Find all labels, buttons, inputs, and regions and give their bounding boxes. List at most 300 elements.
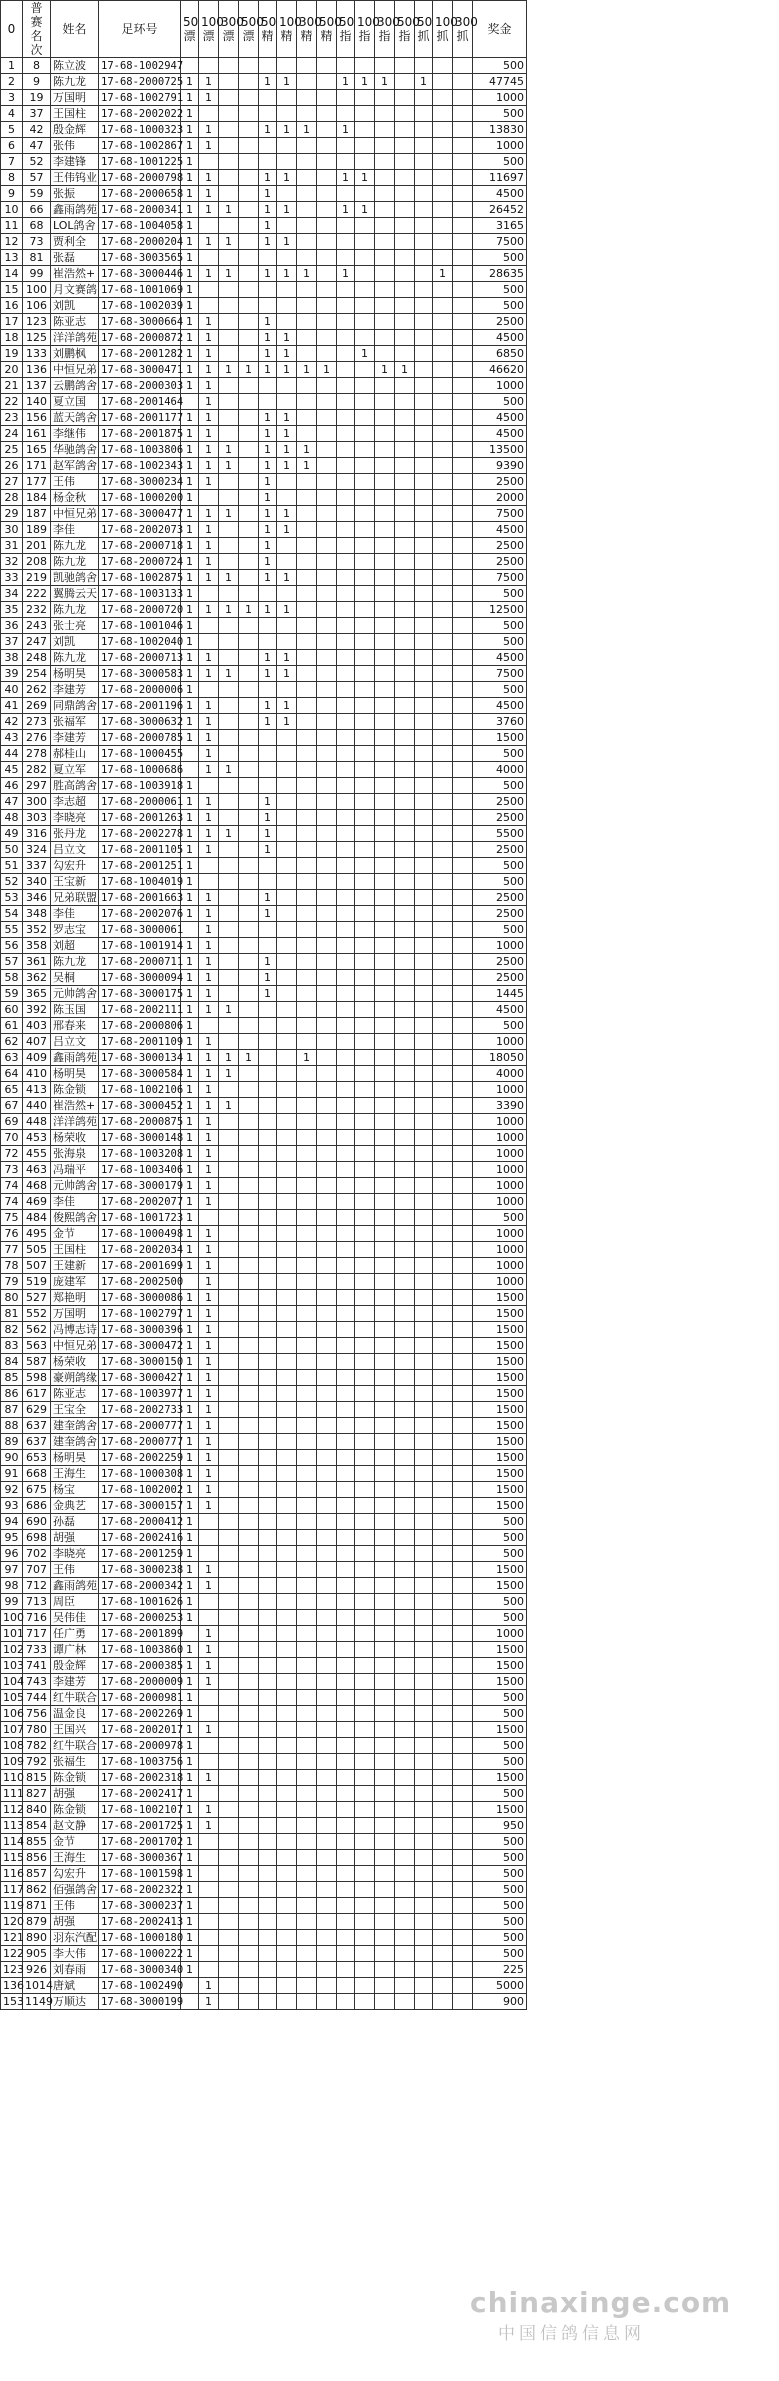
table-cell bbox=[259, 1066, 277, 1082]
table-cell bbox=[415, 362, 433, 378]
table-cell bbox=[395, 1338, 415, 1354]
table-cell bbox=[337, 250, 355, 266]
table-cell: 440 bbox=[23, 1098, 51, 1114]
table-cell bbox=[433, 666, 453, 682]
table-cell: 1 bbox=[181, 314, 199, 330]
table-cell bbox=[297, 698, 317, 714]
table-cell: 王伟 bbox=[51, 1562, 99, 1578]
table-cell: 500 bbox=[473, 1706, 527, 1722]
table-cell bbox=[317, 1258, 337, 1274]
table-cell: 1 bbox=[181, 218, 199, 234]
table-cell bbox=[453, 586, 473, 602]
table-cell bbox=[375, 1402, 395, 1418]
table-cell: 26 bbox=[1, 458, 23, 474]
table-cell bbox=[415, 650, 433, 666]
table-cell bbox=[239, 1354, 259, 1370]
table-cell: 23 bbox=[1, 410, 23, 426]
header-row bbox=[1, 1, 527, 58]
watermark-en: chinaxinge.com bbox=[470, 2286, 732, 2319]
table-cell: 17-68-3000396 bbox=[99, 1322, 181, 1338]
table-cell bbox=[433, 794, 453, 810]
table-cell bbox=[297, 1514, 317, 1530]
table-cell: 1 bbox=[181, 1962, 199, 1978]
table-cell bbox=[239, 90, 259, 106]
table-cell bbox=[239, 426, 259, 442]
table-cell bbox=[453, 330, 473, 346]
table-cell: 905 bbox=[23, 1946, 51, 1962]
table-cell bbox=[317, 922, 337, 938]
table-cell: 1 bbox=[199, 1034, 219, 1050]
table-cell: 孙磊 bbox=[51, 1514, 99, 1530]
table-cell: 17-68-1001626 bbox=[99, 1594, 181, 1610]
table-cell bbox=[219, 1434, 239, 1450]
table-cell: 1 bbox=[181, 906, 199, 922]
table-cell: 17-68-3000477 bbox=[99, 506, 181, 522]
table-cell: 1 bbox=[219, 234, 239, 250]
table-cell: 1 bbox=[199, 570, 219, 586]
table-cell bbox=[355, 730, 375, 746]
table-cell bbox=[415, 1434, 433, 1450]
table-cell: 17-68-2000711 bbox=[99, 954, 181, 970]
table-cell: 43 bbox=[1, 730, 23, 746]
table-cell: 1 bbox=[181, 1642, 199, 1658]
table-cell: 胡强 bbox=[51, 1530, 99, 1546]
table-cell: 17-68-2000385 bbox=[99, 1658, 181, 1674]
table-cell: 17-68-3000446 bbox=[99, 266, 181, 282]
table-cell bbox=[239, 1402, 259, 1418]
table-cell bbox=[277, 1194, 297, 1210]
table-cell: 胡强 bbox=[51, 1786, 99, 1802]
table-cell: 1 bbox=[181, 1658, 199, 1674]
table-cell bbox=[277, 1098, 297, 1114]
table-cell: 33 bbox=[1, 570, 23, 586]
table-cell bbox=[375, 714, 395, 730]
table-cell bbox=[317, 378, 337, 394]
table-cell: 陈九龙 bbox=[51, 650, 99, 666]
table-cell bbox=[297, 1082, 317, 1098]
table-cell bbox=[259, 1370, 277, 1386]
table-cell: 17-68-3000234 bbox=[99, 474, 181, 490]
table-cell: 4500 bbox=[473, 186, 527, 202]
table-cell: 万顺达 bbox=[51, 1994, 99, 2010]
table-cell bbox=[355, 458, 375, 474]
table-cell bbox=[395, 986, 415, 1002]
table-cell bbox=[453, 762, 473, 778]
table-cell bbox=[453, 890, 473, 906]
table-cell: 448 bbox=[23, 1114, 51, 1130]
table-cell bbox=[239, 1658, 259, 1674]
table-cell bbox=[453, 1002, 473, 1018]
table-cell: 1 bbox=[259, 666, 277, 682]
table-cell: 11 bbox=[1, 218, 23, 234]
table-cell: 1 bbox=[181, 1834, 199, 1850]
table-cell: 杨荣收 bbox=[51, 1130, 99, 1146]
table-cell bbox=[239, 1002, 259, 1018]
table-cell bbox=[239, 298, 259, 314]
table-cell bbox=[219, 874, 239, 890]
table-row bbox=[1, 202, 527, 218]
table-cell bbox=[317, 762, 337, 778]
table-cell bbox=[453, 1674, 473, 1690]
table-cell: 1 bbox=[199, 522, 219, 538]
table-cell bbox=[395, 1706, 415, 1722]
table-cell bbox=[219, 986, 239, 1002]
table-cell: 17-68-1000222 bbox=[99, 1946, 181, 1962]
table-cell bbox=[337, 586, 355, 602]
table-cell: 17-68-2002322 bbox=[99, 1882, 181, 1898]
table-cell: 500 bbox=[473, 1514, 527, 1530]
table-cell bbox=[337, 1946, 355, 1962]
table-cell: 17-68-1002875 bbox=[99, 570, 181, 586]
table-cell: 87 bbox=[1, 1402, 23, 1418]
table-cell: 1 bbox=[181, 506, 199, 522]
table-cell bbox=[239, 730, 259, 746]
table-cell bbox=[375, 1978, 395, 1994]
table-cell bbox=[415, 58, 433, 74]
table-cell bbox=[395, 794, 415, 810]
table-cell: 9390 bbox=[473, 458, 527, 474]
table-cell: 247 bbox=[23, 634, 51, 650]
table-cell: 15 bbox=[1, 282, 23, 298]
table-cell bbox=[239, 778, 259, 794]
table-cell bbox=[433, 954, 453, 970]
table-cell: 5500 bbox=[473, 826, 527, 842]
table-cell: 1 bbox=[199, 234, 219, 250]
table-cell: 1 bbox=[181, 1866, 199, 1882]
table-cell: 1 bbox=[355, 202, 375, 218]
table-cell bbox=[375, 1066, 395, 1082]
table-cell bbox=[415, 1562, 433, 1578]
table-cell: 86 bbox=[1, 1386, 23, 1402]
table-cell bbox=[433, 1386, 453, 1402]
table-cell bbox=[239, 170, 259, 186]
table-cell bbox=[395, 1050, 415, 1066]
table-cell bbox=[395, 122, 415, 138]
table-cell bbox=[317, 1386, 337, 1402]
table-cell bbox=[277, 1658, 297, 1674]
table-cell: 19 bbox=[1, 346, 23, 362]
table-cell bbox=[453, 1658, 473, 1674]
table-cell: 49 bbox=[1, 826, 23, 842]
table-cell: 1 bbox=[199, 730, 219, 746]
table-cell: 1 bbox=[219, 1050, 239, 1066]
table-row bbox=[1, 1194, 527, 1210]
table-cell: 1445 bbox=[473, 986, 527, 1002]
table-cell bbox=[297, 1546, 317, 1562]
table-cell bbox=[395, 346, 415, 362]
table-cell bbox=[337, 842, 355, 858]
table-cell: 276 bbox=[23, 730, 51, 746]
table-cell bbox=[317, 1546, 337, 1562]
table-cell bbox=[317, 1514, 337, 1530]
table-cell bbox=[433, 186, 453, 202]
table-cell: 17-68-2000981 bbox=[99, 1690, 181, 1706]
table-cell: 1 bbox=[355, 346, 375, 362]
table-cell bbox=[199, 1866, 219, 1882]
table-row bbox=[1, 826, 527, 842]
table-cell bbox=[181, 1978, 199, 1994]
table-cell bbox=[259, 1242, 277, 1258]
table-cell bbox=[453, 1418, 473, 1434]
table-cell bbox=[375, 1082, 395, 1098]
table-cell: 17-68-2000777 bbox=[99, 1434, 181, 1450]
table-cell bbox=[219, 74, 239, 90]
table-cell bbox=[375, 1034, 395, 1050]
table-cell: 1 bbox=[277, 570, 297, 586]
table-cell bbox=[277, 1306, 297, 1322]
table-cell bbox=[297, 1754, 317, 1770]
table-cell bbox=[239, 1226, 259, 1242]
table-cell bbox=[259, 618, 277, 634]
table-cell bbox=[415, 682, 433, 698]
table-row bbox=[1, 282, 527, 298]
table-cell bbox=[355, 874, 375, 890]
table-cell bbox=[453, 1018, 473, 1034]
table-cell bbox=[317, 1722, 337, 1738]
table-cell bbox=[395, 1146, 415, 1162]
table-cell bbox=[259, 1818, 277, 1834]
table-cell bbox=[317, 122, 337, 138]
table-cell bbox=[395, 1770, 415, 1786]
table-cell bbox=[355, 1130, 375, 1146]
table-cell: 17-68-1001598 bbox=[99, 1866, 181, 1882]
table-cell bbox=[415, 1914, 433, 1930]
table-cell: 95 bbox=[1, 1530, 23, 1546]
table-cell bbox=[277, 1370, 297, 1386]
table-cell bbox=[433, 154, 453, 170]
table-cell: 114 bbox=[1, 1834, 23, 1850]
table-cell bbox=[453, 170, 473, 186]
table-cell: 同鼎鸽舍 bbox=[51, 698, 99, 714]
table-cell: 1 bbox=[199, 1146, 219, 1162]
table-cell bbox=[433, 522, 453, 538]
table-cell bbox=[415, 1226, 433, 1242]
table-cell: 219 bbox=[23, 570, 51, 586]
table-cell: 1000 bbox=[473, 378, 527, 394]
table-cell bbox=[415, 138, 433, 154]
table-cell bbox=[239, 474, 259, 490]
table-cell bbox=[433, 1370, 453, 1386]
table-cell bbox=[453, 1866, 473, 1882]
table-cell: 116 bbox=[1, 1866, 23, 1882]
table-cell: 罗志宝 bbox=[51, 922, 99, 938]
table-cell: 500 bbox=[473, 394, 527, 410]
table-cell bbox=[395, 1850, 415, 1866]
table-cell bbox=[453, 1050, 473, 1066]
table-cell bbox=[259, 1610, 277, 1626]
column-header: 500指 bbox=[395, 1, 415, 58]
table-cell bbox=[297, 1290, 317, 1306]
table-cell bbox=[433, 1082, 453, 1098]
table-cell bbox=[395, 474, 415, 490]
table-cell bbox=[433, 1866, 453, 1882]
table-cell bbox=[317, 1370, 337, 1386]
table-cell bbox=[297, 1786, 317, 1802]
table-cell bbox=[337, 346, 355, 362]
table-cell bbox=[375, 218, 395, 234]
table-cell: 1 bbox=[277, 410, 297, 426]
table-cell bbox=[337, 954, 355, 970]
table-cell: 王伟 bbox=[51, 1898, 99, 1914]
table-cell: 1 bbox=[199, 1466, 219, 1482]
table-cell bbox=[375, 170, 395, 186]
table-cell: 1 bbox=[219, 202, 239, 218]
table-cell: 1 bbox=[199, 1290, 219, 1306]
table-row bbox=[1, 1930, 527, 1946]
table-cell bbox=[453, 698, 473, 714]
table-row bbox=[1, 74, 527, 90]
table-cell: 42 bbox=[1, 714, 23, 730]
table-cell: 1 bbox=[199, 1386, 219, 1402]
table-cell bbox=[259, 1450, 277, 1466]
table-cell bbox=[375, 234, 395, 250]
table-cell bbox=[355, 906, 375, 922]
table-cell bbox=[375, 746, 395, 762]
table-cell bbox=[355, 1194, 375, 1210]
table-cell: 1 bbox=[239, 1050, 259, 1066]
table-cell bbox=[297, 1066, 317, 1082]
table-cell bbox=[415, 282, 433, 298]
table-cell bbox=[433, 1562, 453, 1578]
table-cell bbox=[277, 1482, 297, 1498]
table-cell bbox=[317, 1578, 337, 1594]
table-cell: 782 bbox=[23, 1738, 51, 1754]
table-cell bbox=[239, 74, 259, 90]
table-cell: 1 bbox=[181, 1082, 199, 1098]
table-cell bbox=[415, 154, 433, 170]
table-cell bbox=[337, 762, 355, 778]
table-cell bbox=[277, 1082, 297, 1098]
table-cell bbox=[259, 682, 277, 698]
table-cell bbox=[415, 666, 433, 682]
table-cell bbox=[219, 1898, 239, 1914]
table-cell bbox=[355, 490, 375, 506]
table-cell bbox=[277, 1882, 297, 1898]
table-cell: 12 bbox=[1, 234, 23, 250]
table-cell: 1 bbox=[259, 314, 277, 330]
table-cell bbox=[395, 234, 415, 250]
table-cell: 617 bbox=[23, 1386, 51, 1402]
watermark-cn: 中国信鸽信息网 bbox=[498, 2324, 645, 2344]
table-cell bbox=[355, 826, 375, 842]
table-cell: 1 bbox=[277, 170, 297, 186]
table-cell bbox=[277, 1546, 297, 1562]
table-cell bbox=[375, 1514, 395, 1530]
column-header: 0 bbox=[1, 1, 23, 58]
table-cell bbox=[433, 1962, 453, 1978]
table-cell: 17-68-2001196 bbox=[99, 698, 181, 714]
table-cell bbox=[277, 1402, 297, 1418]
table-cell: 469 bbox=[23, 1194, 51, 1210]
table-cell bbox=[375, 1242, 395, 1258]
table-row bbox=[1, 490, 527, 506]
table-cell: 2500 bbox=[473, 538, 527, 554]
table-cell bbox=[219, 490, 239, 506]
table-cell bbox=[433, 1146, 453, 1162]
table-cell: 陈九龙 bbox=[51, 602, 99, 618]
table-cell bbox=[453, 1146, 473, 1162]
table-cell: 1 bbox=[181, 458, 199, 474]
table-cell bbox=[317, 1834, 337, 1850]
table-cell bbox=[317, 858, 337, 874]
table-cell bbox=[415, 1450, 433, 1466]
table-row bbox=[1, 474, 527, 490]
table-cell: 519 bbox=[23, 1274, 51, 1290]
table-cell: 26452 bbox=[473, 202, 527, 218]
table-cell bbox=[317, 1930, 337, 1946]
table-cell bbox=[433, 778, 453, 794]
table-cell bbox=[239, 522, 259, 538]
table-cell: 1500 bbox=[473, 1322, 527, 1338]
table-cell bbox=[297, 810, 317, 826]
table-cell: 44 bbox=[1, 746, 23, 762]
table-cell: 6 bbox=[1, 138, 23, 154]
table-cell bbox=[317, 1482, 337, 1498]
table-cell bbox=[297, 778, 317, 794]
table-cell: 1500 bbox=[473, 1418, 527, 1434]
table-cell: 1 bbox=[181, 490, 199, 506]
table-cell: 翼腾云天 bbox=[51, 586, 99, 602]
table-cell: 500 bbox=[473, 1786, 527, 1802]
table-cell: 47745 bbox=[473, 74, 527, 90]
table-cell bbox=[453, 314, 473, 330]
table-cell: 1 bbox=[181, 1482, 199, 1498]
table-cell: 陈九龙 bbox=[51, 538, 99, 554]
table-cell bbox=[415, 1194, 433, 1210]
table-cell bbox=[453, 1834, 473, 1850]
table-cell bbox=[259, 1946, 277, 1962]
table-cell: 1 bbox=[181, 1354, 199, 1370]
table-cell: 张磊 bbox=[51, 250, 99, 266]
table-cell: 1 bbox=[199, 1338, 219, 1354]
table-cell: 万国明 bbox=[51, 90, 99, 106]
table-cell bbox=[415, 1482, 433, 1498]
table-cell bbox=[395, 922, 415, 938]
table-row bbox=[1, 1946, 527, 1962]
table-cell: 1 bbox=[199, 1626, 219, 1642]
table-cell bbox=[337, 1274, 355, 1290]
table-cell: 1500 bbox=[473, 1562, 527, 1578]
table-cell bbox=[395, 314, 415, 330]
table-cell bbox=[337, 314, 355, 330]
table-cell: 35 bbox=[1, 602, 23, 618]
table-cell bbox=[259, 1514, 277, 1530]
table-cell bbox=[317, 634, 337, 650]
table-cell bbox=[355, 138, 375, 154]
table-cell bbox=[355, 842, 375, 858]
table-cell: 1 bbox=[181, 1930, 199, 1946]
table-row bbox=[1, 154, 527, 170]
table-cell bbox=[337, 730, 355, 746]
table-cell bbox=[415, 1930, 433, 1946]
table-cell: 1 bbox=[259, 74, 277, 90]
table-cell bbox=[395, 1834, 415, 1850]
table-cell: 4500 bbox=[473, 698, 527, 714]
table-cell bbox=[375, 1370, 395, 1386]
table-cell bbox=[453, 570, 473, 586]
table-cell: 王国兴 bbox=[51, 1722, 99, 1738]
table-cell: 17-68-2001282 bbox=[99, 346, 181, 362]
table-cell: 1500 bbox=[473, 1354, 527, 1370]
table-cell bbox=[375, 458, 395, 474]
table-cell: 107 bbox=[1, 1722, 23, 1738]
table-cell bbox=[375, 1658, 395, 1674]
table-cell bbox=[395, 1482, 415, 1498]
table-cell bbox=[415, 122, 433, 138]
table-cell: 1 bbox=[181, 1370, 199, 1386]
table-cell bbox=[395, 1690, 415, 1706]
table-cell bbox=[415, 1978, 433, 1994]
